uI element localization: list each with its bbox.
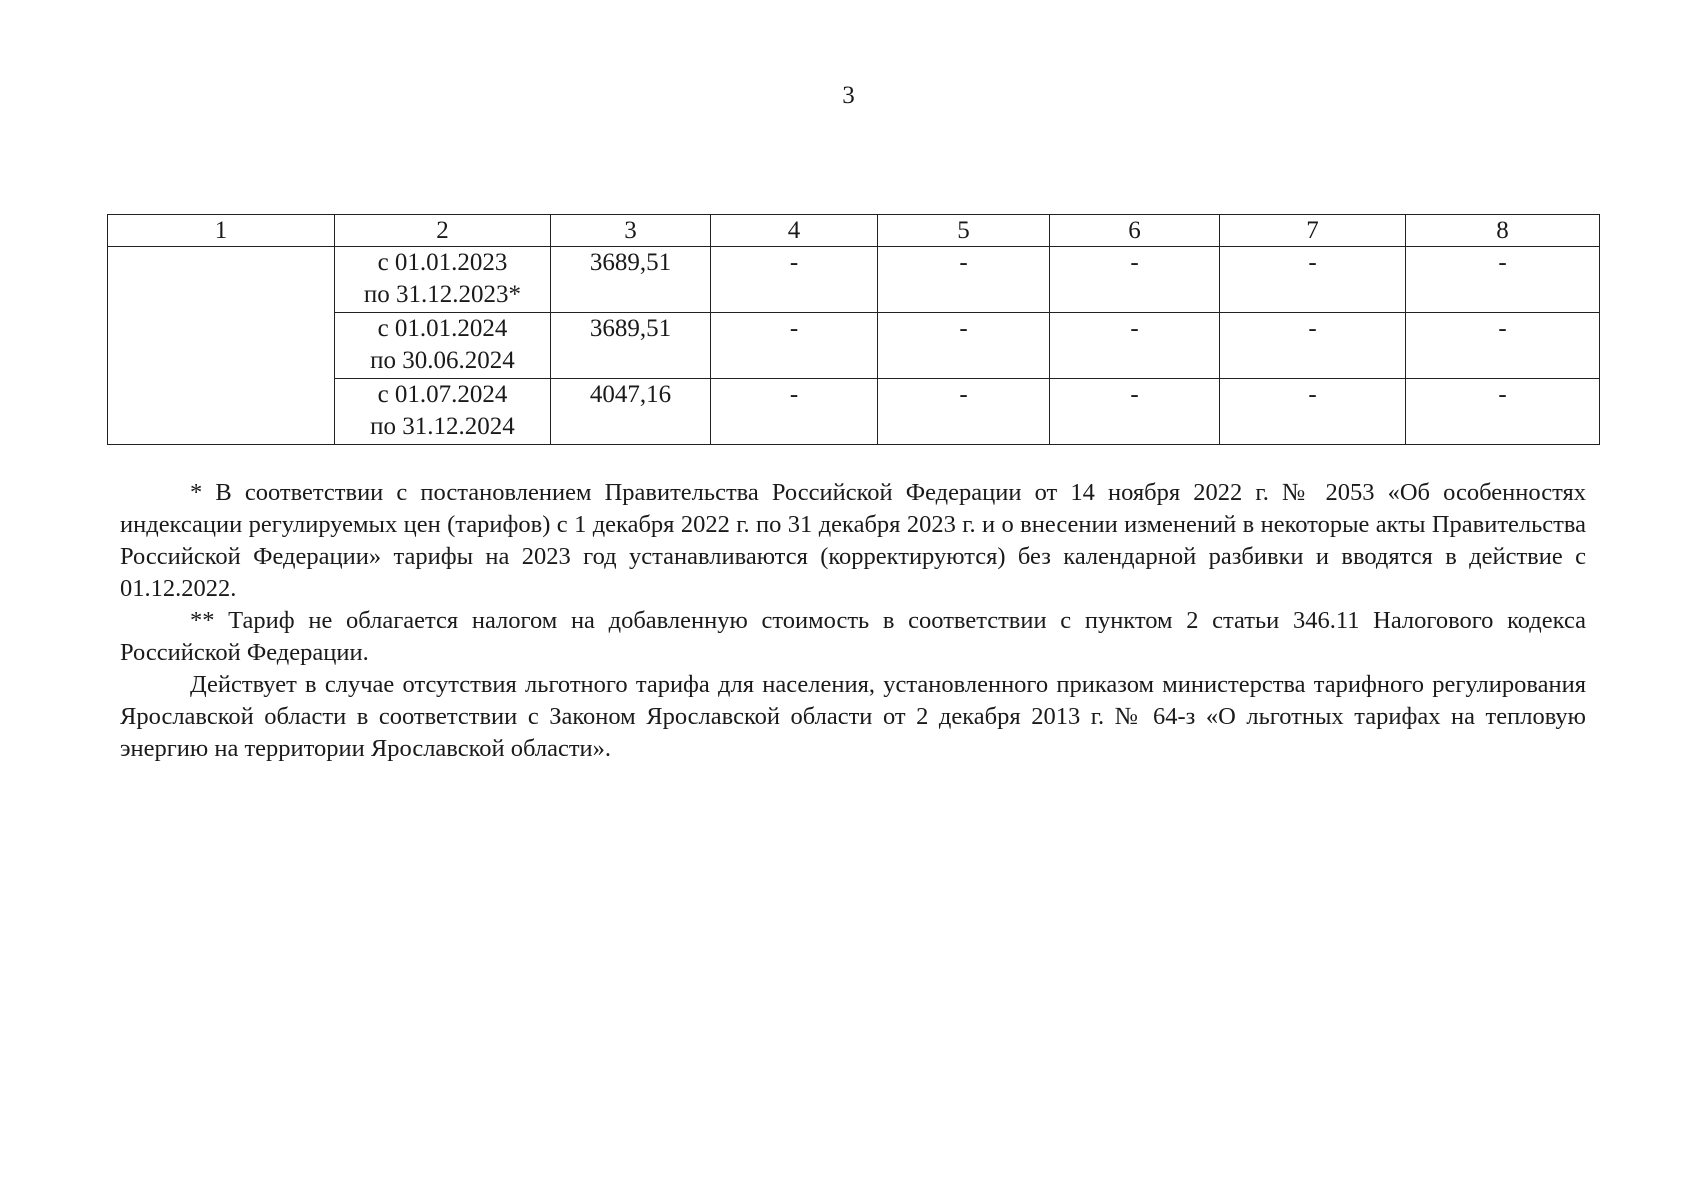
table-cell: - bbox=[1406, 247, 1600, 313]
footnote-vat: ** Тариф не облагается налогом на добавленную стоимость в соответствии с пунктом 2 статьи 346.11 Налогового кодекса Российской Федерации. bbox=[120, 607, 1586, 666]
empty-merged-cell bbox=[108, 247, 335, 445]
column-header: 7 bbox=[1220, 215, 1406, 247]
period-cell bbox=[335, 313, 551, 379]
period-from: с 01.07.2024 bbox=[377, 381, 508, 408]
period-from: с 01.01.2023 bbox=[377, 249, 508, 276]
footnote-preferential-tariff: Действует в случае отсутствия льготного тарифа для населения, установленного приказом министерства тарифного регулирования Ярославской области в соответствии с Законом Ярославской области от 2 декабря 2013 г. № 64-з «О льготных тарифах на тепловую энергию на территории Ярославской области». bbox=[120, 671, 1586, 762]
column-header: 6 bbox=[1050, 215, 1220, 247]
table-row bbox=[108, 247, 1600, 313]
column-header: 5 bbox=[878, 215, 1050, 247]
period-to: по 30.06.2024 bbox=[370, 347, 515, 374]
period-cell bbox=[335, 247, 551, 313]
table-cell: - bbox=[1406, 313, 1600, 379]
column-header: 1 bbox=[108, 215, 335, 247]
footnotes bbox=[120, 477, 1586, 765]
tariff-table bbox=[107, 214, 1600, 445]
table-cell: - bbox=[878, 379, 1050, 445]
table-cell: - bbox=[1050, 313, 1220, 379]
table-cell: - bbox=[711, 313, 878, 379]
column-header: 3 bbox=[551, 215, 711, 247]
table-cell: - bbox=[878, 313, 1050, 379]
table-cell: - bbox=[711, 247, 878, 313]
table-header-row bbox=[108, 215, 1600, 247]
tariff-value: 3689,51 bbox=[551, 313, 711, 379]
column-header: 8 bbox=[1406, 215, 1600, 247]
period-to: по 31.12.2023* bbox=[363, 281, 522, 308]
table-cell: - bbox=[711, 379, 878, 445]
period-from: с 01.01.2024 bbox=[377, 315, 508, 342]
table-cell: - bbox=[1220, 313, 1406, 379]
column-header: 2 bbox=[335, 215, 551, 247]
period-cell bbox=[335, 379, 551, 445]
tariff-value: 3689,51 bbox=[551, 247, 711, 313]
table-cell: - bbox=[1406, 379, 1600, 445]
column-header: 4 bbox=[711, 215, 878, 247]
period-to: по 31.12.2024 bbox=[370, 413, 515, 440]
page-number: 3 bbox=[842, 82, 855, 109]
tariff-value: 4047,16 bbox=[551, 379, 711, 445]
table-cell: - bbox=[1050, 247, 1220, 313]
table-cell: - bbox=[1220, 247, 1406, 313]
table-cell: - bbox=[1220, 379, 1406, 445]
table-cell: - bbox=[1050, 379, 1220, 445]
table-cell: - bbox=[878, 247, 1050, 313]
footnote-indexation: * В соответствии с постановлением Правительства Российской Федерации от 14 ноября 2022 г. № 2053 «Об особенностях индексации регулируемых цен (тарифов) с 1 декабря 2022 г. по 31 декабря 2023 г. и о внесении изменений в некоторые акты Правительства Российской Федерации» тарифы на 2023 год устанавливаются (корректируются) без календарной разбивки и вводятся в действие с 01.12.2022. bbox=[120, 479, 1586, 602]
